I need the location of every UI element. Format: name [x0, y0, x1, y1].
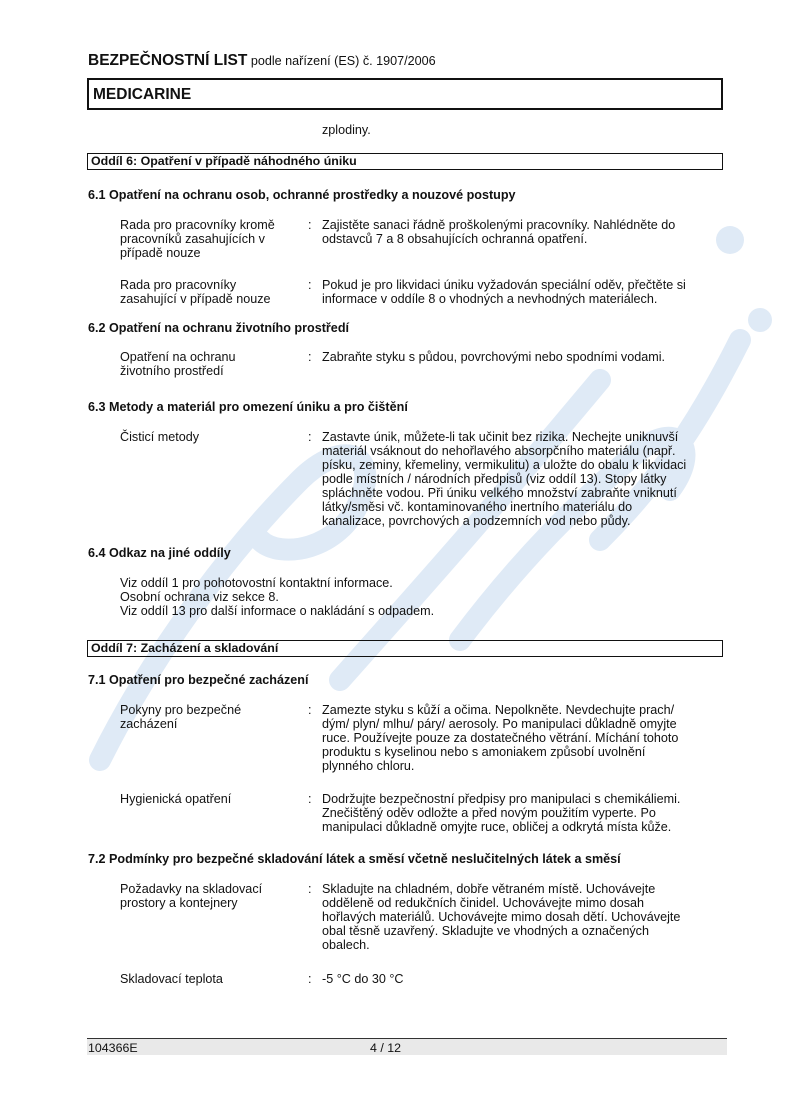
colon-separator: :	[308, 430, 312, 444]
colon-separator: :	[308, 278, 312, 292]
value-line: Zajistěte sanaci řádně proškolenými pracovníky. Nahlédněte do	[322, 218, 676, 232]
value-line: Zastavte únik, můžete-li tak učinit bez rizika. Nechejte uniknuvší	[322, 430, 679, 444]
subsection-heading: 7.1 Opatření pro bezpečné zacházení	[88, 673, 309, 687]
colon-separator: :	[308, 703, 312, 717]
value-line: Zamezte styku s kůží a očima. Nepolkněte. Nevdechujte prach/	[322, 703, 675, 717]
field-label	[120, 703, 300, 731]
value-line: plynného chloru.	[322, 759, 415, 773]
field-value	[322, 882, 722, 952]
label-line: Skladovací teplota	[120, 972, 223, 986]
reference-line: Viz oddíl 1 pro pohotovostní kontaktní informace.	[120, 576, 393, 590]
subsection-heading: 6.2 Opatření na ochranu životního prostředí	[88, 321, 350, 335]
label-line: Rada pro pracovníky	[120, 278, 237, 292]
value-line: spláchněte vodou. Při úniku velkého množství zabraňte vniknutí	[322, 486, 677, 500]
cross-references	[120, 576, 434, 618]
section-6-header	[87, 153, 723, 170]
value-line: -5 °C do 30 °C	[322, 972, 404, 986]
value-line: Zabraňte styku s půdou, povrchovými nebo spodními vodami.	[322, 350, 666, 364]
label-line: Rada pro pracovníky kromě	[120, 218, 275, 232]
field-value	[322, 792, 722, 834]
label-line: zasahující v případě nouze	[120, 292, 271, 306]
label-line: životního prostředí	[120, 364, 224, 378]
title-regulation: podle nařízení (ES) č. 1907/2006	[250, 54, 436, 68]
value-line: informace v oddíle 8 o vhodných a nevhodných materiálech.	[322, 292, 658, 306]
value-line: ruce. Používejte pouze za dostatečného větrání. Míchání tohoto	[322, 731, 679, 745]
value-line: podle místních / národních předpisů (viz oddíl 13). Stopy látky	[322, 472, 667, 486]
subsection-heading: 6.1 Opatření na ochranu osob, ochranné prostředky a nouzové postupy	[88, 188, 516, 202]
subsection-heading: 7.2 Podmínky pro bezpečné skladování látek a směsí včetně neslučitelných látek a směsí	[88, 852, 621, 866]
subsection-heading: 6.3 Metody a materiál pro omezení úniku a pro čištění	[88, 400, 408, 414]
field-value	[322, 703, 722, 773]
section-title: Oddíl 6: Opatření v případě náhodného úniku	[91, 154, 357, 168]
colon-separator: :	[308, 218, 312, 232]
colon-separator: :	[308, 350, 312, 364]
label-line: Čisticí metody	[120, 430, 200, 444]
label-line: zacházení	[120, 717, 178, 731]
value-line: dým/ plyn/ mlhu/ páry/ aerosoly. Po manipulaci důkladně omyjte	[322, 717, 677, 731]
footer	[87, 1038, 727, 1055]
document-title	[88, 52, 436, 70]
field-label	[120, 972, 300, 986]
title-bold: BEZPEČNOSTNÍ LIST	[88, 52, 248, 69]
value-line: písku, zeminy, křemeliny, vermikulitu) a uložte do obalu k likvidaci	[322, 458, 687, 472]
field-value	[322, 430, 722, 528]
value-line: Znečištěný oděv odložte a před novým použitím vyperte. Po	[322, 806, 656, 820]
value-line: odstavců 7 a 8 obsahujících ochranná opatření.	[322, 232, 588, 246]
field-label	[120, 882, 300, 910]
value-line: hořlavých materiálů. Uchovávejte mimo dosah dětí. Uchovávejte	[322, 910, 681, 924]
colon-separator: :	[308, 792, 312, 806]
value-line: Dodržujte bezpečnostní předpisy pro manipulaci s chemikáliemi.	[322, 792, 681, 806]
label-line: Požadavky na skladovací	[120, 882, 263, 896]
field-value	[322, 278, 722, 306]
field-label	[120, 350, 300, 378]
document-code: 104366E	[88, 1041, 138, 1055]
field-value	[322, 218, 722, 246]
value-line: odděleně od redukčních činidel. Uchovávejte mimo dosah	[322, 896, 645, 910]
label-line: Opatření na ochranu	[120, 350, 236, 364]
value-line: produktu s kyselinou nebo s amoniakem způsobí uvolnění	[322, 745, 646, 759]
value-line: Skladujte na chladném, dobře větraném místě. Uchovávejte	[322, 882, 656, 896]
value-line: materiál vsáknout do nehořlavého absorpčního materiálu (např.	[322, 444, 676, 458]
product-name: MEDICARINE	[93, 86, 192, 103]
field-value	[322, 972, 722, 986]
product-box	[87, 78, 723, 110]
section-7-header	[87, 640, 723, 657]
value-line: Pokud je pro likvidaci úniku vyžadován speciální oděv, přečtěte si	[322, 278, 686, 292]
reference-line: Viz oddíl 13 pro další informace o nakládání s odpadem.	[120, 604, 435, 618]
label-line: pracovníků zasahujících v	[120, 232, 265, 246]
reference-line: Osobní ochrana viz sekce 8.	[120, 590, 279, 604]
value-line: obal těsně uzavřený. Skladujte ve vhodných a označených	[322, 924, 649, 938]
subsection-heading: 6.4 Odkaz na jiné oddíly	[88, 546, 231, 560]
field-value	[322, 350, 722, 364]
label-line: Hygienická opatření	[120, 792, 232, 806]
colon-separator: :	[308, 972, 312, 986]
value-line: látky/směsi vč. kontaminovaného inertního materiálu do	[322, 500, 633, 514]
field-label	[120, 792, 300, 806]
label-line: případě nouze	[120, 246, 201, 260]
value-line: kanalizace, povrchových a podzemních vod nebo půdy.	[322, 514, 631, 528]
value-line: obalech.	[322, 938, 370, 952]
page-number: 4 / 12	[370, 1041, 402, 1055]
field-label	[120, 430, 300, 444]
section-title: Oddíl 7: Zacházení a skladování	[91, 641, 279, 655]
label-line: Pokyny pro bezpečné	[120, 703, 242, 717]
label-line: prostory a kontejnery	[120, 896, 238, 910]
carryover-text: zplodiny.	[322, 123, 371, 137]
field-label	[120, 278, 300, 306]
colon-separator: :	[308, 882, 312, 896]
value-line: manipulaci důkladně omyjte ruce, obličej a odkrytá místa kůže.	[322, 820, 672, 834]
field-label	[120, 218, 300, 260]
